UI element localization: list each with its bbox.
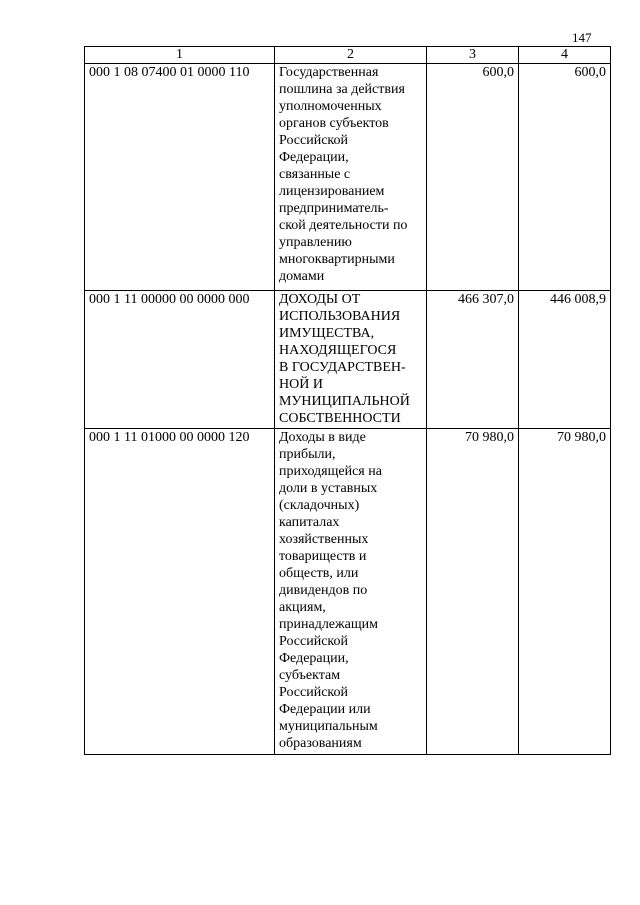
- page-number: 147: [572, 30, 592, 45]
- item-name-line: Доходы в виде: [279, 430, 366, 445]
- item-name-line: пошлина за действия: [279, 82, 405, 97]
- item-name-line: Российской: [279, 685, 348, 700]
- item-name-line: Федерации или: [279, 702, 371, 717]
- item-name-line: доли в уставных: [279, 481, 378, 496]
- item-name-line: прибыли,: [279, 447, 336, 462]
- item-name-line: Российской: [279, 634, 348, 649]
- table-row: [85, 291, 611, 429]
- item-name-line: акциям,: [279, 600, 326, 615]
- value-col-3: 70 980,0: [427, 429, 519, 755]
- item-name-line: дивидендов по: [279, 583, 368, 598]
- value-col-3: 600,0: [427, 64, 519, 291]
- value-col-4: 70 980,0: [519, 429, 611, 755]
- item-name-line: НОЙ И: [279, 377, 323, 392]
- item-name-line: Федерации,: [279, 150, 349, 165]
- header-cell-2: 2: [275, 47, 427, 64]
- item-name-line: домами: [279, 269, 325, 284]
- item-name-line: ИМУЩЕСТВА,: [279, 326, 375, 341]
- item-name-line: Российской: [279, 133, 348, 148]
- item-name-line: НАХОДЯЩЕГОСЯ: [279, 343, 397, 358]
- item-name-line: приходящейся на: [279, 464, 382, 479]
- header-cell-1: 1: [85, 47, 275, 64]
- budget-code: 000 1 11 01000 00 0000 120: [85, 429, 275, 755]
- item-name-line: товариществ и: [279, 549, 367, 564]
- item-name: [275, 291, 427, 429]
- budget-code: 000 1 08 07400 01 0000 110: [85, 64, 275, 291]
- value-col-4: 600,0: [519, 64, 611, 291]
- item-name-line: многоквартирными: [279, 252, 395, 267]
- item-name-line: Федерации,: [279, 651, 349, 666]
- value-col-3: 466 307,0: [427, 291, 519, 429]
- item-name-line: предприниматель-: [279, 201, 389, 216]
- budget-code: 000 1 11 00000 00 0000 000: [85, 291, 275, 429]
- item-name-line: органов субъектов: [279, 116, 389, 131]
- item-name-line: ДОХОДЫ ОТ: [279, 292, 361, 307]
- item-name-line: ИСПОЛЬЗОВАНИЯ: [279, 309, 401, 324]
- item-name-line: капиталах: [279, 515, 340, 530]
- item-name-line: МУНИЦИПАЛЬНОЙ: [279, 394, 410, 409]
- item-name: [275, 429, 427, 755]
- item-name-line: муниципальным: [279, 719, 378, 734]
- item-name-line: обществ, или: [279, 566, 359, 581]
- item-name-line: лицензированием: [279, 184, 385, 199]
- item-name-line: связанные с: [279, 167, 351, 182]
- item-name-line: СОБСТВЕННОСТИ: [279, 411, 401, 426]
- table-row: [85, 64, 611, 291]
- item-name-line: Государственная: [279, 65, 379, 80]
- table-row: [85, 429, 611, 755]
- header-row: [85, 47, 611, 64]
- item-name-line: управлению: [279, 235, 352, 250]
- value-col-4: 446 008,9: [519, 291, 611, 429]
- item-name-line: принадлежащим: [279, 617, 379, 632]
- item-name-line: субъектам: [279, 668, 341, 683]
- header-cell-4: 4: [519, 47, 611, 64]
- budget-table: [84, 46, 611, 755]
- item-name-line: ской деятельности по: [279, 218, 408, 233]
- item-name-line: хозяйственных: [279, 532, 369, 547]
- item-name-line: уполномоченных: [279, 99, 382, 114]
- item-name-line: (складочных): [279, 498, 360, 513]
- item-name-line: В ГОСУДАРСТВЕН-: [279, 360, 406, 375]
- item-name-line: образованиям: [279, 736, 362, 751]
- item-name: [275, 64, 427, 291]
- header-cell-3: 3: [427, 47, 519, 64]
